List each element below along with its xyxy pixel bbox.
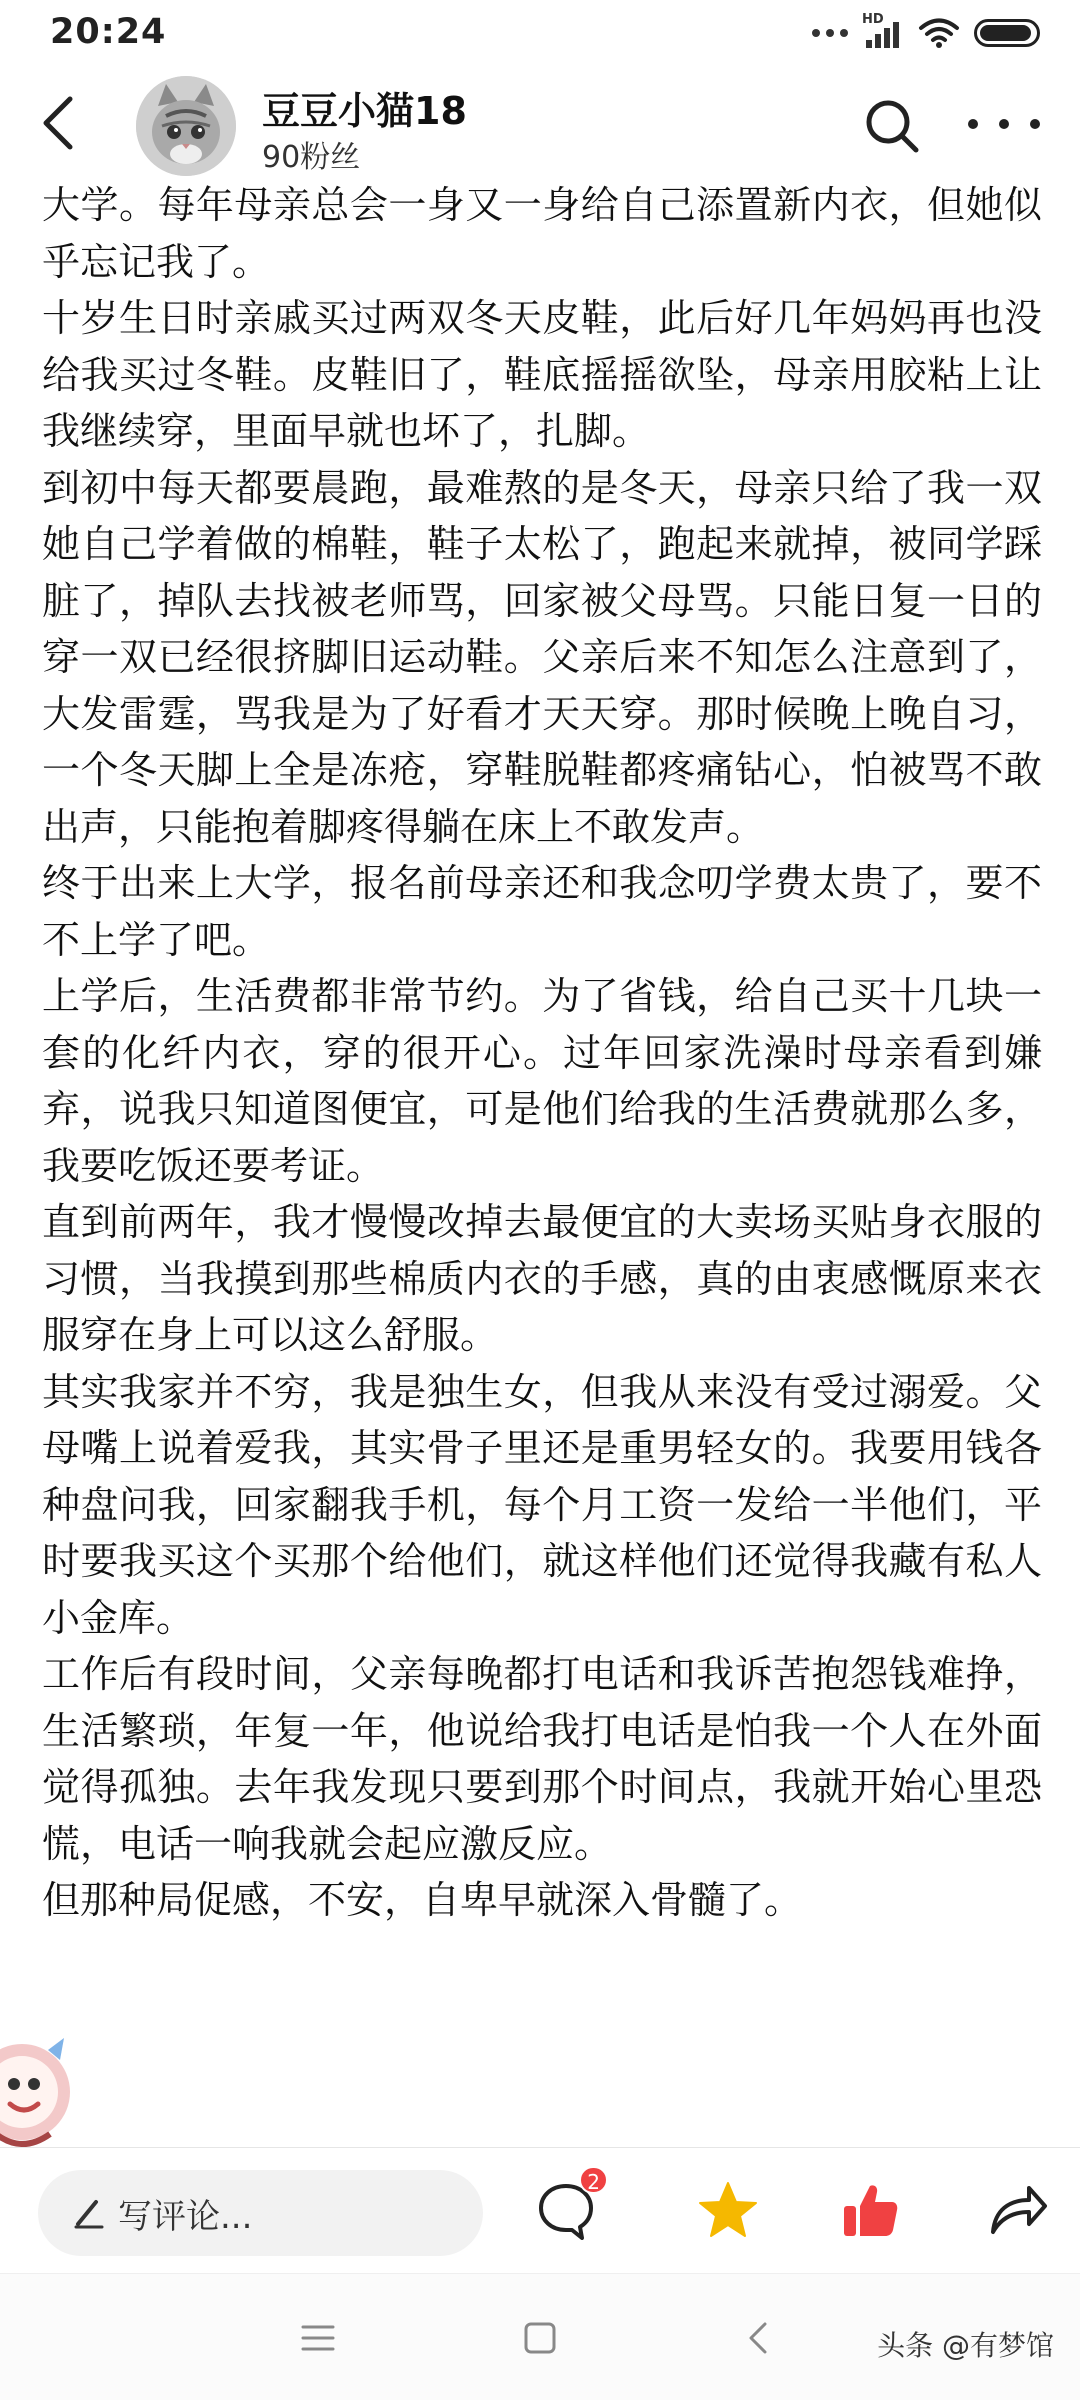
notification-dots-icon [812,29,848,37]
article-body [42,177,1042,1929]
status-time: 20:24 [50,12,167,52]
floating-sticker[interactable] [0,2030,76,2158]
status-icons [812,12,1040,50]
search-button[interactable] [862,96,922,156]
network-label: HD [862,12,884,27]
article-paragraph: 上学后，生活费都非常节约。为了省钱，给自己买十几块一套的化纤内衣，穿的很开心。过年回家洗澡时母亲看到嫌弃，说我只知道图便宜，可是他们给我的生活费就那么多，我要吃饭还要考证。 [42,974,1042,1188]
system-back-button[interactable] [730,2310,786,2366]
article-paragraph: 十岁生日时亲戚买过两双冬天皮鞋，此后好几年妈妈再也没给我买过冬鞋。皮鞋旧了，鞋底摇摇欲坠，母亲用胶粘上让我继续穿，里面早就也坏了，扎脚。 [42,296,1042,453]
more-dot-icon [999,119,1009,129]
signal-icon [862,12,904,50]
article-paragraph: 终于出来上大学，报名前母亲还和我念叨学费太贵了，要不不上学了吧。 [42,861,1042,962]
home-square-icon [523,2321,557,2355]
pencil-icon [72,2196,106,2230]
author-avatar[interactable] [136,76,236,176]
more-dot-icon [1030,119,1040,129]
more-dot-icon [968,119,978,129]
recent-apps-button[interactable] [290,2310,346,2366]
star-icon [697,2180,759,2240]
article-paragraph: 直到前两年，我才慢慢改掉去最便宜的大卖场买贴身衣服的习惯，当我摸到那些棉质内衣的手感，真的由衷感慨原来衣服穿在身上可以这么舒服。 [42,1200,1042,1357]
wifi-icon [918,17,960,49]
home-button[interactable] [512,2310,568,2366]
cat-avatar-icon [136,76,236,176]
back-button[interactable] [28,88,88,158]
search-icon [862,96,922,156]
comment-input[interactable] [38,2170,483,2256]
chevron-left-icon [746,2320,770,2356]
comment-placeholder: 写评论... [118,2196,253,2237]
author-name[interactable]: 豆豆小猫18 [262,89,467,133]
thumbs-up-icon [840,2180,900,2240]
author-fans-count: 90粉丝 [262,140,361,175]
system-nav-bar [0,2273,1080,2400]
mascot-sticker-icon [0,2030,76,2158]
article-paragraph: 工作后有段时间，父亲每晚都打电话和我诉苦抱怨钱难挣，生活繁琐，年复一年，他说给我打电话是怕我一个人在外面觉得孤独。去年我发现只要到那个时间点，我就开始心里恐慌，电话一响我就会起应激反应。 [42,1652,1042,1866]
action-bar [0,2147,1080,2273]
article-paragraph: 大学。每年母亲总会一身又一身给自己添置新内衣，但她似乎忘记我了。 [42,183,1042,284]
share-arrow-icon [987,2182,1049,2238]
source-watermark: 头条 @有梦馆 [877,2329,1054,2362]
like-button[interactable] [832,2172,908,2248]
article-header [0,66,1080,186]
menu-lines-icon [300,2322,336,2354]
article-paragraph: 其实我家并不穷，我是独生女，但我从来没有受过溺爱。父母嘴上说着爱我，其实骨子里还是重男轻女的。我要用钱各种盘问我，回家翻我手机，每个月工资一发给一半他们，平时要我买这个买那个给他们，就这样他们还觉得我藏有私人小金库。 [42,1369,1042,1640]
more-options-button[interactable] [968,114,1040,134]
share-button[interactable] [980,2172,1056,2248]
article-paragraph: 到初中每天都要晨跑，最难熬的是冬天，母亲只给了我一双她自己学着做的棉鞋，鞋子太松了，跑起来就掉，被同学踩脏了，掉队去找被老师骂，回家被父母骂。只能日复一日的穿一双已经很挤脚旧运动鞋。父亲后来不知怎么注意到了，大发雷霆，骂我是为了好看才天天穿。那时候晚上晚自习，一个冬天脚上全是冻疮，穿鞋脱鞋都疼痛钻心，怕被骂不敢出声，只能抱着脚疼得躺在床上不敢发声。 [42,465,1042,849]
chevron-left-icon [38,93,78,153]
comment-count-badge: 2 [579,2166,608,2194]
status-bar [0,0,1080,66]
favorite-button[interactable] [690,2172,766,2248]
article-paragraph: 但那种局促感，不安，自卑早就深入骨髓了。 [42,1878,803,1922]
battery-icon [974,19,1040,47]
comments-button[interactable] [528,2172,604,2248]
